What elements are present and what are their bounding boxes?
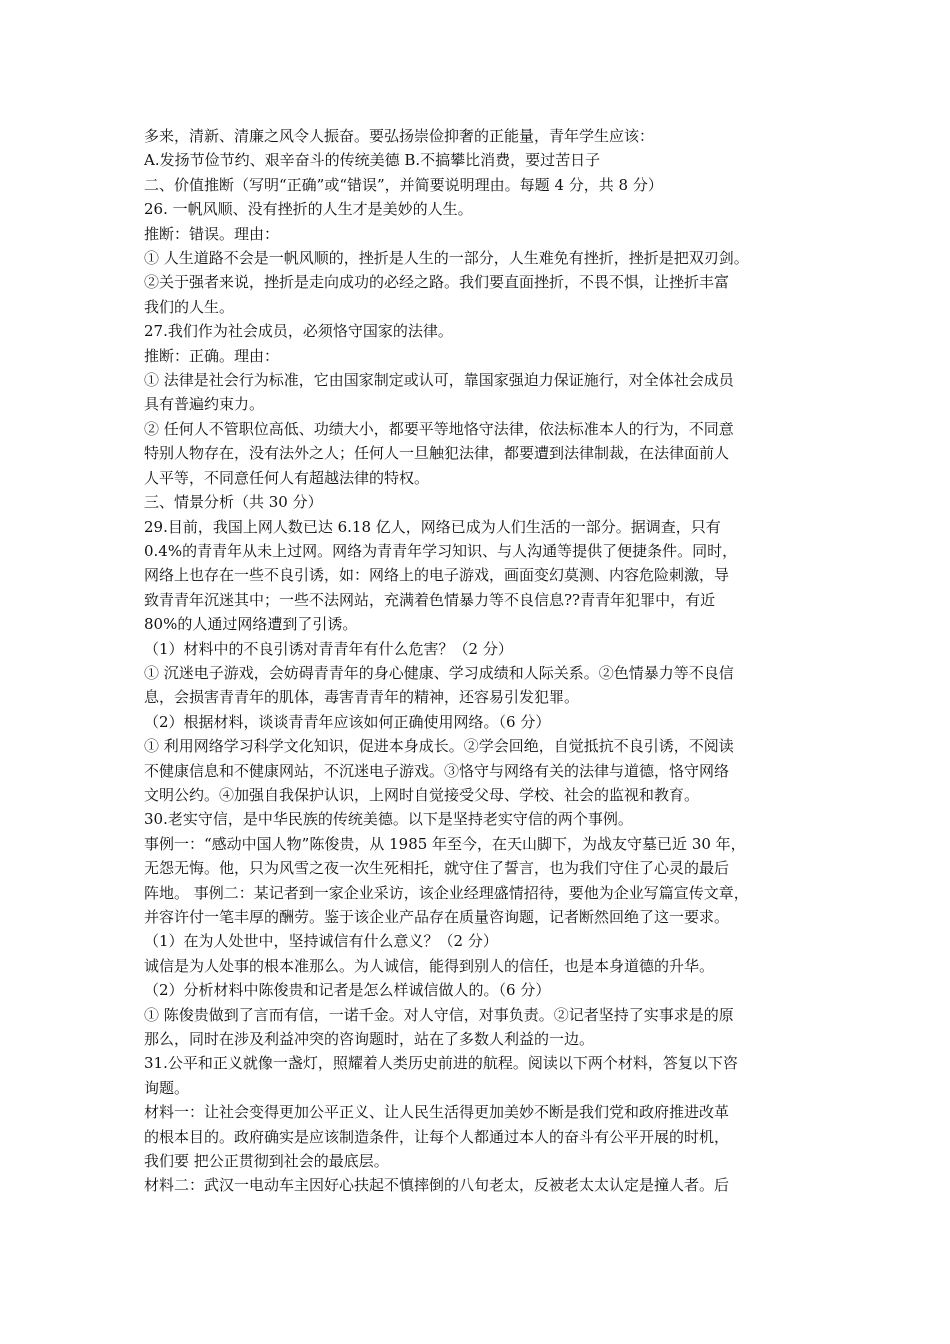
line-text: 0.4%的青青年从未上过网。网络为青青年学习知识、与人沟通等提供了便捷条件。同时，: [144, 541, 738, 560]
line-text: 我们要 把公正贯彻到社会的最底层。: [144, 1152, 389, 1171]
line-text: ① 人生道路不会是一帆风顺的，挫折是人生的一部分，人生难免有挫折，挫折是把双刃剑。: [144, 249, 749, 268]
text-line: [144, 1173, 820, 1197]
line-text: 26. 一帆风顺、没有挫折的人生才是美妙的人生。: [144, 200, 473, 219]
text-line: [144, 270, 820, 294]
sub-question-line: [144, 710, 820, 734]
text-line: [144, 563, 820, 587]
line-text: 息，会损害青青年的肌体，毒害青青年的精神，还容易引发犯罪。: [144, 688, 580, 707]
line-text: 不健康信息和不健康网站，不沉迷电子游戏。③恪守与网络有关的法律与道德，恪守网络: [144, 761, 730, 780]
text-line: [144, 246, 820, 270]
line-text: 具有普遍约束力。: [144, 395, 265, 414]
question-line: [144, 1051, 820, 1075]
text-line: [144, 832, 820, 856]
text-line: [144, 954, 820, 978]
text-line: [144, 1003, 820, 1027]
text-line: [144, 1125, 820, 1149]
line-text: 事例一：“感动中国人物”陈俊贵，从 1985 年至今，在天山脚下，为战友守墓已近 30 年，: [144, 834, 746, 853]
question-line: [144, 319, 820, 343]
text-line: [144, 1027, 820, 1051]
text-line: [144, 295, 820, 319]
text-line: [144, 588, 820, 612]
text-line: [144, 1149, 820, 1173]
line-text: 网络上也存在一些不良引诱，如：网络上的电子游戏，画面变幻莫测、内容危险刺激，导: [144, 566, 730, 585]
text-line: [144, 441, 820, 465]
line-text: 29.目前，我国上网人数已达 6.18 亿人，网络已成为人们生活的一部分。据调查，只有: [144, 517, 721, 536]
text-line: [144, 734, 820, 758]
question-line: [144, 197, 820, 221]
line-text: （1）在为人处世中，坚持诚信有什么意义？（2 分）: [144, 932, 498, 951]
question-line: [144, 515, 820, 539]
line-text: （2）分析材料中陈俊贵和记者是怎么样诚信做人的。（6 分）: [144, 981, 551, 1000]
line-text: ① 沉迷电子游戏，会妨碍青青年的身心健康、学习成绩和人际关系。②色情暴力等不良信: [144, 663, 734, 682]
line-text: 材料二：武汉一电动车主因好心扶起不慎摔倒的八旬老太，反被老太太认定是撞人者。后: [144, 1176, 730, 1195]
line-text: 人平等，不同意任何人有超越法律的特权。: [144, 468, 430, 487]
text-line: [144, 417, 820, 441]
line-text: ① 利用网络学习科学文化知识，促进本身成长。②学会回绝，自觉抵抗不良引诱，不阅读: [144, 737, 734, 756]
text-line: [144, 685, 820, 709]
line-text: 并容许付一笔丰厚的酬劳。鉴于该企业产品存在质量咨询题，记者断然回绝了这一要求。: [144, 908, 730, 926]
text-line: [144, 759, 820, 783]
line-text: 27.我们作为社会成员，必须恪守国家的法律。: [144, 322, 453, 341]
text-line: [144, 344, 820, 368]
line-text: 致青青年沉迷其中；一些不法网站，充满着色情暴力等不良信息??青青年犯罪中，有近: [144, 590, 716, 609]
line-text: 三、情景分析（共 30 分）: [144, 493, 323, 512]
line-text: 材料一：让社会变得更加公平正义、让人民生活得更加美妙不断是我们党和政府推进改革: [144, 1103, 730, 1122]
line-text: 阵地。 事例二：某记者到一家企业采访，该企业经理盛情招待，要他为企业写篇宣传文章，: [144, 883, 749, 902]
line-text: ① 陈俊贵做到了言而有信，一诺千金。对人守信，对事负责。②记者坚持了实事求是的原: [144, 1005, 734, 1024]
line-text: 诚信是为人处事的根本准那么。为人诚信，能得到别人的信任，也是本身道德的升华。: [144, 956, 715, 975]
sub-question-line: [144, 929, 820, 953]
sub-question-line: [144, 978, 820, 1002]
text-line: [144, 368, 820, 392]
document-page: [144, 124, 820, 1198]
line-text: 31.公平和正义就像一盏灯，照耀着人类历史前进的航程。阅读以下两个材料，答复以下咨: [144, 1054, 738, 1073]
text-line: [144, 124, 820, 148]
text-line: [144, 905, 820, 929]
line-text: ① 法律是社会行为标准，它由国家制定或认可，靠国家强迫力保证施行，对全体社会成员: [144, 371, 734, 390]
text-line: [144, 612, 820, 636]
line-text: （1）材料中的不良引诱对青青年有什么危害？（2 分）: [144, 639, 513, 658]
line-text: 我们的人生。: [144, 297, 235, 316]
sub-question-line: [144, 637, 820, 661]
line-text: 80%的人通过网络遭到了引诱。: [144, 615, 358, 634]
line-text: A.发扬节俭节约、艰辛奋斗的传统美德 B.不搞攀比消费，要过苦日子: [144, 151, 601, 170]
section-heading: [144, 490, 820, 514]
line-text: 30.老实守信，是中华民族的传统美德。以下是坚持老实守信的两个事例。: [144, 810, 633, 829]
text-line: [144, 1076, 820, 1100]
line-text: 的根本目的。政府确实是应该制造条件，让每个人都通过本人的奋斗有公平开展的时机，: [144, 1127, 730, 1146]
line-text: ② 任何人不管职位高低、功绩大小，都要平等地恪守法律，依法标准本人的行为，不同意: [144, 419, 734, 438]
text-line: [144, 539, 820, 563]
text-line: [144, 466, 820, 490]
line-text: （2）根据材料，谈谈青青年应该如何正确使用网络。（6 分）: [144, 712, 551, 731]
line-text: 文明公约。④加强自我保护认识，上网时自觉接受父母、学校、社会的监视和教育。: [144, 785, 700, 804]
text-line: [144, 148, 820, 172]
line-text: ②关于强者来说，挫折是走向成功的必经之路。我们要直面挫折，不畏不惧，让挫折丰富: [144, 273, 730, 292]
line-text: 那么，同时在涉及利益冲突的咨询题时，站在了多数人利益的一边。: [144, 1030, 595, 1049]
line-text: 特别人物存在，没有法外之人；任何人一旦触犯法律，都要遭到法律制裁，在法律面前人: [144, 444, 730, 463]
line-text: 多来，清新、清廉之风令人振奋。要弘扬崇俭抑奢的正能量，青年学生应该：: [144, 127, 655, 145]
line-text: 推断：错误。理由：: [144, 224, 280, 243]
text-line: [144, 392, 820, 416]
line-text: 询题。: [144, 1078, 190, 1097]
text-line: [144, 1100, 820, 1124]
line-text: 无怨无悔。他，只为风雪之夜一次生死相托，就守住了誓言，也为我们守住了心灵的最后: [144, 859, 730, 878]
text-line: [144, 222, 820, 246]
line-text: 推断：正确。理由：: [144, 346, 280, 365]
text-line: [144, 661, 820, 685]
text-line: [144, 881, 820, 905]
text-line: [144, 856, 820, 880]
line-text: 二、价值推断（写明“正确”或“错误”，并简要说明理由。每题 4 分，共 8 分）: [144, 175, 663, 194]
section-heading: [144, 173, 820, 197]
text-line: [144, 783, 820, 807]
question-line: [144, 807, 820, 831]
